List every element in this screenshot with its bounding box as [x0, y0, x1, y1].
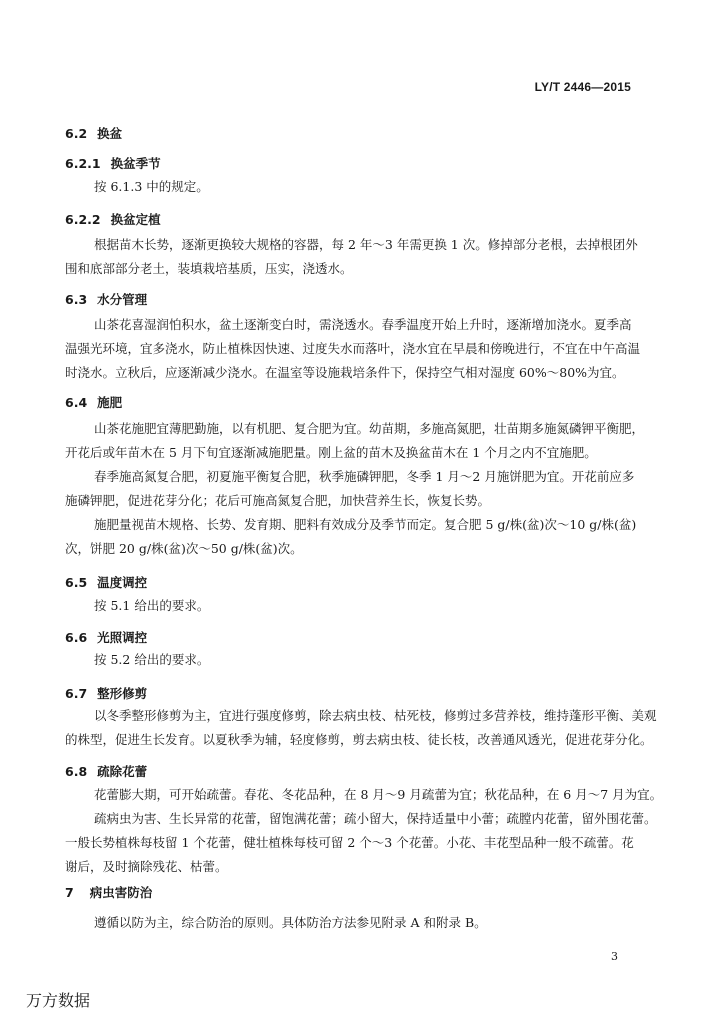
text-line: 山茶花施肥宜薄肥勤施，以有机肥、复合肥为宜。幼苗期，多施高氮肥，壮苗期多施氮磷钾平衡肥， — [94, 421, 645, 436]
text-line: 一般长势植株每枝留 1 个花蕾，健壮植株每枝可留 2 个～3 个花蕾。小花、丰花型品种一般不疏蕾。花 — [65, 835, 634, 850]
paragraph-6-8a — [94, 783, 663, 807]
heading-number: 6.5 — [65, 575, 88, 590]
paragraph-6-8b-lines — [65, 831, 634, 879]
paragraph-6-5 — [94, 594, 636, 618]
text-line: 根据苗木长势，逐渐更换较大规格的容器，每 2 年～3 年需更换 1 次。修掉部分老根，去掉根团外 — [94, 237, 638, 252]
heading-title: 病虫害防治 — [89, 885, 153, 900]
heading-title: 温度调控 — [97, 575, 148, 590]
heading-title: 换盆季节 — [110, 156, 161, 171]
heading-6-5 — [65, 573, 147, 591]
paragraph-6-7-line2 — [65, 728, 653, 752]
heading-number: 7 — [65, 885, 74, 900]
heading-title: 施肥 — [97, 395, 123, 410]
heading-6-8 — [65, 762, 147, 780]
text-line: 遵循以防为主，综合防治的原则。具体防治方法参见附录 A 和附录 B。 — [94, 915, 487, 930]
text-line: 春季施高氮复合肥，初夏施平衡复合肥，秋季施磷钾肥，冬季 1 月～2 月施饼肥为宜。开花前应多 — [94, 469, 635, 484]
text-line: 按 5.2 给出的要求。 — [94, 652, 210, 667]
text-line: 谢后，及时摘除残花、枯蕾。 — [65, 859, 228, 874]
text-line: 山茶花喜湿润怕积水，盆土逐渐变白时，需浇透水。春季温度开始上升时，逐渐增加浇水。夏季高 — [94, 317, 632, 332]
text-line: 施肥量视苗木规格、长势、发育期、肥料有效成分及季节而定。复合肥 5 g/株(盆)次～10 g/株(盆) — [94, 517, 637, 532]
text-line: 以冬季整形修剪为主，宜进行强度修剪，除去病虫枝、枯死枝，修剪过多营养枝，维持蓬形平衡、美观 — [94, 708, 657, 723]
paragraph-6-2-2-line1 — [94, 233, 636, 257]
heading-number: 6.8 — [65, 764, 88, 779]
heading-title: 水分管理 — [97, 292, 148, 307]
text-line: 疏病虫为害、生长异常的花蕾，留饱满花蕾；疏小留大，保持适量中小蕾；疏膛内花蕾，留外围花蕾。 — [94, 811, 657, 826]
heading-number: 6.4 — [65, 395, 88, 410]
heading-6-3 — [65, 290, 147, 308]
text-line: 施磷钾肥，促进花芽分化；花后可施高氮复合肥，加快营养生长，恢复长势。 — [65, 493, 491, 508]
heading-number: 6.7 — [65, 686, 88, 701]
standard-number: LY/T 2446—2015 — [534, 80, 631, 94]
paragraph-6-3-lines — [65, 337, 641, 385]
paragraph-6-4c-line1 — [94, 513, 636, 537]
paragraph-6-3-line1 — [94, 313, 636, 337]
heading-6-2-1 — [65, 154, 161, 172]
paragraph-6-4a-line2 — [65, 441, 607, 465]
heading-6-4 — [65, 393, 122, 411]
heading-number: 6.3 — [65, 292, 88, 307]
paragraph-6-4c-line2 — [65, 537, 607, 561]
heading-title: 换盆 — [97, 126, 123, 141]
paragraph-6-6 — [94, 648, 636, 672]
paragraph-7 — [94, 911, 636, 935]
paragraph-6-4b-line1 — [94, 465, 636, 489]
paragraph-6-4b-line2 — [65, 489, 607, 513]
heading-number: 6.2.2 — [65, 212, 101, 227]
text-line: 按 6.1.3 中的规定。 — [94, 179, 209, 194]
heading-title: 换盆定植 — [110, 212, 161, 227]
heading-7 — [65, 883, 152, 901]
heading-number: 6.6 — [65, 630, 88, 645]
text-line: 按 5.1 给出的要求。 — [94, 598, 210, 613]
text-line: 开花后或年苗木在 5 月下旬宜逐渐减施肥量。刚上盆的苗木及换盆苗木在 1 个月之内不宜施肥。 — [65, 445, 597, 460]
heading-title: 光照调控 — [97, 630, 148, 645]
heading-6-2 — [65, 124, 122, 142]
paragraph-6-8b-line1 — [94, 807, 657, 831]
page-number: 3 — [611, 950, 618, 963]
heading-6-6 — [65, 628, 147, 646]
text-line: 温强光环境，宜多浇水，防止植株因快速、过度失水而落叶，浇水宜在早晨和傍晚进行，不宜在中午高温 — [65, 341, 641, 356]
heading-number: 6.2.1 — [65, 156, 101, 171]
text-line: 次，饼肥 20 g/株(盆)次～50 g/株(盆)次。 — [65, 541, 303, 556]
heading-6-7 — [65, 684, 147, 702]
heading-6-2-2 — [65, 210, 161, 228]
heading-number: 6.2 — [65, 126, 88, 141]
text-line: 花蕾膨大期，可开始疏蕾。春花、冬花品种，在 8 月～9 月疏蕾为宜；秋花品种，在 6 月～7 月为宜。 — [94, 787, 663, 802]
text-line: 时浇水。立秋后，应逐渐减少浇水。在温室等设施栽培条件下，保持空气相对湿度 60%～80%为宜。 — [65, 365, 625, 380]
paragraph-6-2-1 — [94, 175, 636, 199]
heading-title: 整形修剪 — [97, 686, 148, 701]
footer-watermark: 万方数据 — [26, 991, 91, 1010]
paragraph-6-2-2-line2 — [65, 257, 607, 281]
paragraph-6-7-line1 — [94, 704, 657, 728]
heading-title: 疏除花蕾 — [97, 764, 148, 779]
text-line: 围和底部部分老土，装填栽培基质，压实，浇透水。 — [65, 261, 353, 276]
text-line: 的株型，促进生长发育。以夏秋季为辅，轻度修剪，剪去病虫枝、徒长枝，改善通风透光，促进花芽分化。 — [65, 732, 653, 747]
paragraph-6-4a-line1 — [94, 417, 645, 441]
